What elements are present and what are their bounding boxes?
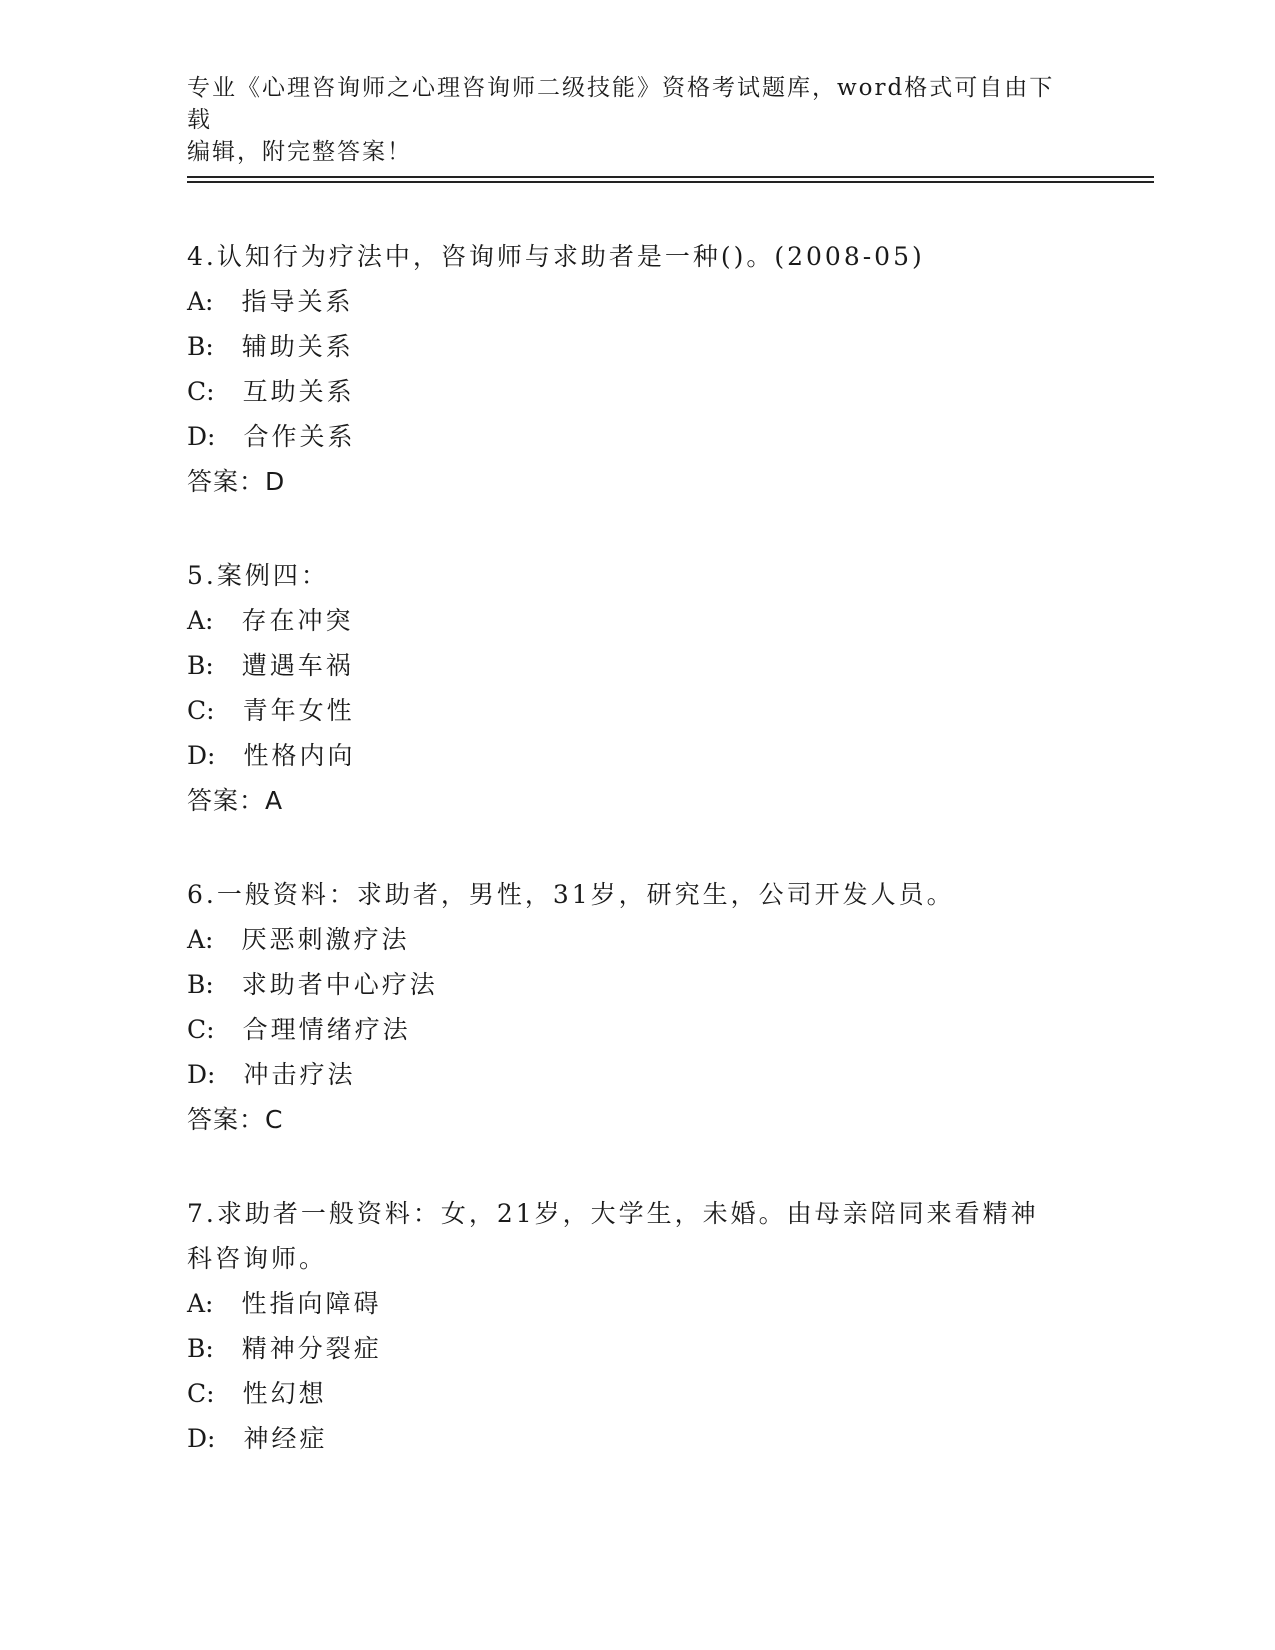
option-c: C: 青年女性 (187, 696, 355, 725)
option-c: C: 合理情绪疗法 (187, 1015, 411, 1044)
answer-label: 答案： (187, 786, 266, 815)
header-divider-top (187, 176, 1154, 178)
option-d: D: 合作关系 (187, 422, 356, 451)
header-line-2: 编辑，附完整答案！ (187, 139, 412, 165)
answer-value: D (265, 467, 286, 496)
option-b: B: 辅助关系 (187, 332, 354, 361)
question-6 (187, 872, 1087, 1142)
document-header (187, 72, 1067, 168)
question-7 (187, 1191, 1087, 1461)
answer (187, 459, 1087, 504)
header-divider-bottom (187, 181, 1154, 183)
question-4 (187, 234, 1087, 504)
answer (187, 778, 1087, 823)
answer (187, 1097, 1087, 1142)
question-stem: 4.认知行为疗法中，咨询师与求助者是一种()。(2008-05) (187, 242, 925, 271)
option-a: A: 指导关系 (187, 287, 354, 316)
header-line-1: 专业《心理咨询师之心理咨询师二级技能》资格考试题库，word格式可自由下载 (187, 75, 1055, 133)
option-b: B: 精神分裂症 (187, 1334, 382, 1363)
option-a: A: 厌恶刺激疗法 (187, 925, 410, 954)
answer-label: 答案： (187, 1105, 266, 1134)
option-b: B: 遭遇车祸 (187, 651, 354, 680)
option-c: C: 性幻想 (187, 1379, 327, 1408)
option-a: A: 性指向障碍 (187, 1289, 382, 1318)
answer-label: 答案： (187, 467, 266, 496)
option-d: D: 性格内向 (187, 741, 356, 770)
answer-value: C (265, 1105, 284, 1134)
question-stem-line-2: 科咨询师。 (187, 1244, 328, 1273)
option-d: D: 冲击疗法 (187, 1060, 356, 1089)
answer-value: A (265, 786, 284, 815)
question-stem-line-1: 7.求助者一般资料：女，21岁，大学生，未婚。由母亲陪同来看精神 (187, 1199, 1039, 1228)
option-d: D: 神经症 (187, 1424, 328, 1453)
option-c: C: 互助关系 (187, 377, 355, 406)
question-5 (187, 553, 1087, 823)
option-a: A: 存在冲突 (187, 606, 354, 635)
option-b: B: 求助者中心疗法 (187, 970, 438, 999)
question-stem: 6.一般资料：求助者，男性，31岁，研究生，公司开发人员。 (187, 880, 955, 909)
question-stem: 5.案例四： (187, 561, 329, 590)
